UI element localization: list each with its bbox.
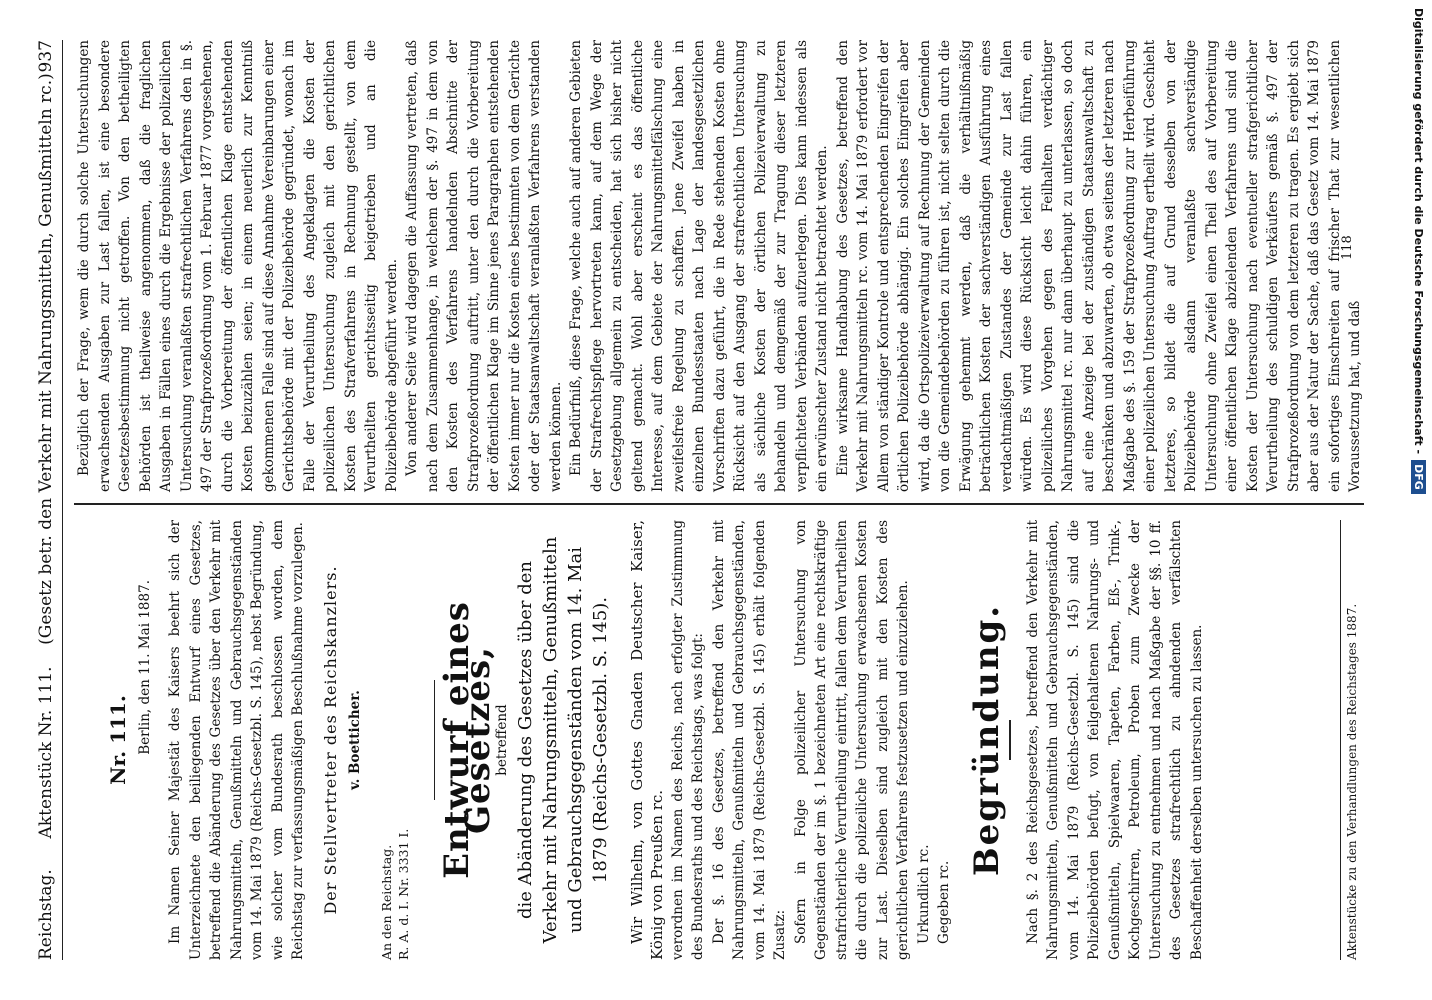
begruendung-title: Begründung.	[966, 603, 1007, 877]
begruendung-text: Nach §. 2 des Reichsgesetzes, betreffend den Verkehr mit Nahrungsmitteln, Genußmitteln und Gebrauchsgegenständen, vom 14. Mai 1879 (Reichs-Gesetzbl. S. 145) sind die Polizeibehörden befugt, von feilgehaltenen Nahrungs- und Genußmitteln, Spielwaaren, Tapeten, Farben, Eß-, Trink-, Kochgeschirren, Petroleum, Proben zum Zwecke der Untersuchung zu entnehmen und nach Maßgabe der §§. 10 ff. des Gesetzes strafrechtlich zu ahndenden verfälschten Beschaffenheit derselben untersuchen zu lassen.	[1024, 520, 1205, 960]
header-left: Reichstag.	[36, 869, 56, 960]
urkundlich: Urkundlich rc.	[915, 844, 932, 944]
digitization-stamp	[1406, 0, 1432, 1000]
stamp-text: Digitalisierung gefördert durch die Deutsche Forschungsgemeinschaft -	[1412, 8, 1426, 455]
signer-title: Der Stellvertreter des Reichskanzlers.	[320, 565, 340, 915]
footnote: Aktenstücke zu den Verhandlungen des Reichstages 1887.	[1340, 520, 1359, 960]
column-divider	[74, 504, 1364, 506]
stamp-text-wrap	[1406, 0, 1432, 1000]
preamble-text: verordnen im Namen des Reichs, nach erfolgter Zustimmung des Bundesraths und des Reichstags, was folgt:	[669, 520, 706, 960]
right-paragraph-1: Bezüglich der Frage, wem die durch solche Untersuchungen erwachsenden Ausgaben zur Last fallen, ist eine besondere Gesetzesbestimmung nicht getroffen. Von den betheiligten Behörden ist theilweise angenommen, daß die fraglichen Ausgaben in Fällen eines durch die Ergebnisse der polizeilichen Untersuchung veranlaßten strafrechtlichen Verfahrens den in §. 497 der Strafprozeßordnung vom 1. Februar 1877 vorgesehenen, durch die Vorbereitung der öffentlichen Klage entstehenden Kosten beizuzählen seien; in einem neuerlich zur Kenntniß gekommenen Falle sind auf diese Annahme Vereinbarungen einer Gerichtsbehörde mit der Polizeibehörde gegründet, wonach im Falle der Verurtheilung des Angeklagten die Kosten der polizeilichen Untersuchung zugleich mit den gerichtlichen Kosten des Strafverfahrens in Rechnung gestellt, von dem Verurtheilten gerichtsseitig beigetrieben und an die Polizeibehörde abgeführt werden.	[76, 40, 400, 492]
document-page	[30, 40, 1410, 960]
reference: R. A. d. I. Nr. 3331 I.	[395, 828, 411, 960]
draft-title: Entwurf eines Gesetzes,	[437, 601, 498, 879]
gegeben: Gegeben rc.	[936, 860, 952, 944]
intro-text: Im Namen Seiner Majestät des Kaisers beehrt sich der Unterzeichnete den beiliegenden Entwurf eines Gesetzes, betreffend die Abänderung des Gesetzes über den Verkehr mit Nahrungsmitteln, Genußmitteln und Gebrauchsgegenständen vom 14. Mai 1879 (Reichs-Gesetzbl. S. 145), nebst Begründung, wie solcher vom Bundesrath beschlossen worden, dem Reichstag zur verfassungsmäßigen Beschlußnahme vorzulegen.	[167, 520, 306, 960]
document-number: Nr. 111.	[106, 695, 130, 785]
signer-name: v. Boetticher.	[347, 690, 363, 790]
draft-title-sub: betreffend	[494, 704, 510, 776]
right-paragraph-3: Ein Bedürfniß, diese Frage, welche auch auf anderen Gebieten der Strafrechtspflege hervortreten kann, auf dem Wege der Gesetzgebung allgemein zu entscheiden, hat sich bisher nicht geltend gemacht. Wohl aber erscheint es das öffentliche Interesse, auf dem Gebiete der Nahrungsmittelfälschung eine zweifelsfreie Regelung zu schaffen. Jene Zweifel haben in einzelnen Bundesstaaten nach Lage der landesgesetzlichen Vorschriften dazu geführt, die in Rede stehenden Kosten ohne Rücksicht auf den Ausgang der strafrechtlichen Untersuchung als sächliche Kosten der örtlichen Polizeiverwaltung zu behandeln und demgemäß der zur Tragung dieser letzteren verpflichteten Verbänden aufzuerlegen. Dies kann indessen als ein erwünschter Zustand nicht betrachtet werden.	[568, 40, 830, 492]
right-paragraph-2: Von anderer Seite wird dagegen die Auffassung vertreten, daß nach dem Zusammenhange, in welchem der §. 497 in dem von den Kosten des Verfahrens handelnden Abschnitte der Strafprozeßordnung auftritt, unter den durch die Vorbereitung der öffentlichen Klage im Sinne jenes Paragraphen entstehenden Kosten immer nur die Kosten eines bestimmten von dem Gerichte oder der Staatsanwaltschaft veranlaßten Verfahrens verstanden werden können.	[404, 40, 564, 492]
right-paragraph-4: Eine wirksame Handhabung des Gesetzes, betreffend den Verkehr mit Nahrungsmitteln rc. vom 14. Mai 1879 erfordert vor Allem von ständiger Kontrole und entsprechenden Eingreifen der örtlichen Polizeibehörde abhängig. Ein solches Eingreifen aber wird, da die Ortspolizeiverwaltung auf Rechnung der Gemeinden von die Gemeindebehörden zu führen ist, nicht selten durch die Erwägung gehemmt werden, daß die verhältnißmäßig beträchtlichen Kosten der sachverständigen Ausführung eines verdachtmäßigen Zustandes der Gemeinde zur Last fallen würden. Es wird diese Rücksicht leicht dahin führen, ein polizeiliches Vorgehen gegen des Feilhalten verdächtiger Nahrungsmittel rc. nur dann überhaupt zu unterlassen, so doch auf eine Anzeige bei der zuständigen Staatsanwaltschaft zu beschränken und abzuwarten, ob etwa seitens der letzteren nach Maßgabe des §. 159 der Strafprozeßordnung zur Herbeiführung einer polizeilichen Untersuchung Auftrag ertheilt wird. Geschieht letzteres, so bildet die auf Grund desselben von der Polizeibehörde alsdann veranlaßte sachverständige Untersuchung ohne Zweifel einen Theil des auf Vorbereitung einer öffentlichen Klage abzielenden Verfahrens und sind die Kosten der Untersuchung nach eventueller strafgerichtlicher Verurtheilung des schuldigen Verkäufers gemäß §. 497 der Strafprozeßordnung von dem letzteren zu tragen. Es ergiebt sich aber aus der Natur der Sache, daß das Gesetz vom 14. Mai 1879 ein sofortiges Einschreiten auf frischer That zur wesentlichen Voraussetzung hat, und daß	[834, 40, 1363, 492]
addressee-block	[378, 520, 412, 960]
divider-rule-2	[1009, 720, 1011, 760]
left-column	[74, 520, 1207, 960]
signature-number: 118	[1340, 235, 1355, 260]
draft-subtitle: die Abänderung des Gesetzes über den Verkehr mit Nahrungsmitteln, Genußmitteln und Gebrauchsgegenständen vom 14. Mai 1879 (Reichs-Gesetzbl. S. 145).	[514, 536, 611, 944]
header-law: (Gesetz betr. den Verkehr mit Nahrungsmitteln, Genußmitteln rc.)	[36, 73, 56, 645]
law-paragraph-2: Sofern in Folge polizeilicher Untersuchung von Gegenständen der im §. 1 bezeichneten Art eine rechtskräftige strafrichterliche Verurtheilung eintritt, fallen dem Verurtheilten die durch die polizeiliche Untersuchung erwachsenen Kosten zur Last. Dieselben sind zugleich mit den Kosten des gerichtlichen Verfahrens festzusetzen und einzuziehen.	[792, 520, 911, 960]
right-column	[74, 40, 1366, 492]
document-date: Berlin, den 11. Mai 1887.	[136, 580, 153, 755]
page-number: 937	[36, 40, 56, 73]
addressee: An den Reichstag.	[378, 844, 394, 960]
page-header	[30, 40, 63, 960]
preamble-wir: Wir Wilhelm, von Gottes Gnaden Deutscher Kaiser, König von Preußen rc.	[627, 520, 666, 960]
header-center	[36, 72, 56, 869]
dfg-logo: DFG	[1412, 460, 1427, 494]
divider-rule	[434, 680, 436, 800]
law-paragraph-1: Der §. 16 des Gesetzes, betreffend den Verkehr mit Nahrungsmitteln, Genußmitteln und Gebrauchsgegenständen, vom 14. Mai 1879 (Reichs-Gesetzbl. S. 145) erhält folgenden Zusatz:	[710, 520, 788, 960]
header-aktenstueck: Aktenstück Nr. 111.	[36, 666, 56, 839]
